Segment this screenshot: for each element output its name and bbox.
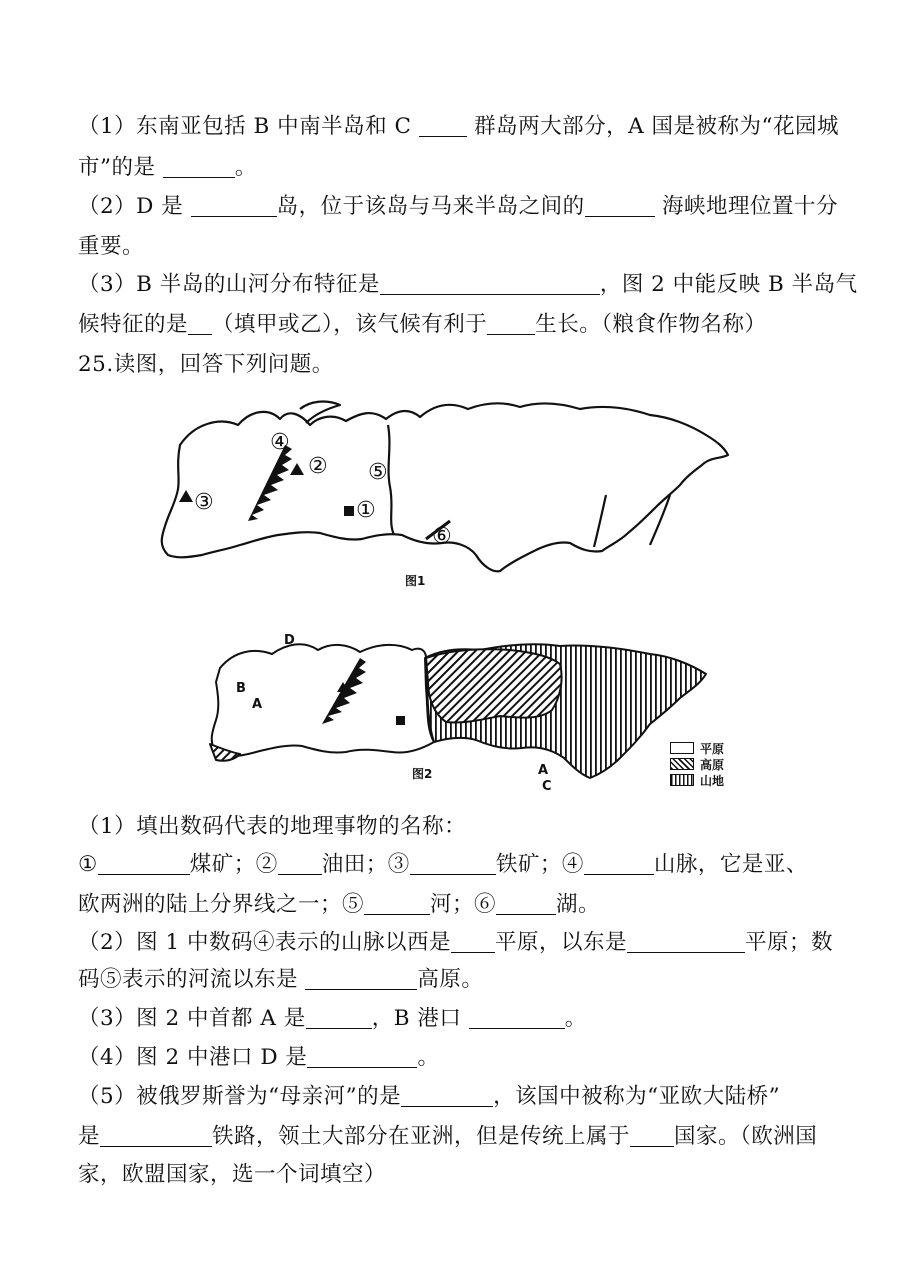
text: ，B 港口: [371, 1006, 462, 1031]
river-5: [388, 425, 394, 535]
text: 岛，位于该岛与马来半岛之间的: [276, 194, 585, 219]
plateau-region: [426, 649, 562, 722]
answer-blank[interactable]: [469, 1006, 565, 1029]
text: 油田；③: [321, 852, 410, 877]
legend-label: 平原: [700, 741, 725, 756]
legend-mountain: [670, 772, 724, 788]
text: 重要。: [78, 234, 145, 259]
text: 湖。: [556, 892, 601, 917]
q-prev-line-2: [78, 153, 257, 183]
answer-blank[interactable]: [627, 930, 745, 953]
text: 。: [564, 1006, 587, 1031]
russia-outline-2: [212, 644, 434, 756]
ural-mountains: [248, 445, 292, 521]
legend-label: 山地: [700, 773, 725, 788]
text: 。: [234, 155, 257, 180]
text: 是: [78, 1124, 101, 1149]
plateau-swatch: [670, 758, 694, 770]
legend-label: 高原: [700, 757, 725, 772]
q25-s5-line-2: [78, 1122, 817, 1152]
answer-blank[interactable]: [188, 312, 212, 335]
text: （4）图 2 中港口 D 是: [78, 1045, 308, 1070]
sakhalin: [594, 495, 606, 547]
text: ，该国中被称为“亚欧大陆桥”: [493, 1084, 781, 1109]
legend-plateau: [670, 756, 724, 772]
text: ，图 2 中能反映 B 半岛气: [599, 272, 858, 297]
label-3: ③: [194, 490, 214, 515]
answer-blank[interactable]: [487, 312, 535, 335]
label-5: ⑤: [368, 460, 388, 485]
answer-blank[interactable]: [401, 1084, 493, 1107]
text: 平原，以东是: [495, 930, 628, 955]
text: （3）B 半岛的山河分布特征是: [78, 272, 380, 297]
answer-blank[interactable]: [451, 930, 495, 953]
label-6: ⑥: [432, 524, 452, 549]
answer-blank[interactable]: [364, 892, 430, 915]
text: 家，欧盟国家，选一个词填空）: [78, 1162, 387, 1187]
q25-s5-line-3: [78, 1160, 386, 1190]
text: 生长。（粮食作物名称）: [535, 312, 767, 337]
text: 群岛两大部分，A 国是被称为“花园城: [474, 114, 839, 139]
q25-s1-line-2: [78, 850, 808, 880]
text: 国家。（欧洲国: [674, 1124, 818, 1149]
text: 平原；数: [745, 930, 834, 955]
text: 候特征的是: [78, 312, 189, 337]
text: 海峡地理位置十分: [661, 194, 838, 219]
answer-blank[interactable]: [306, 1006, 372, 1029]
caucasus-hatch: [210, 744, 240, 761]
letter-C: C: [542, 779, 552, 793]
answer-blank[interactable]: [585, 194, 655, 217]
oil-symbol: [290, 463, 304, 475]
text: 25.读图，回答下列问题。: [78, 352, 334, 377]
q25-s4: [78, 1043, 439, 1073]
letter-A-south: A: [538, 763, 549, 778]
coal-symbol-2: [396, 716, 405, 725]
text: （5）被俄罗斯誉为“母亲河”的是: [78, 1084, 402, 1109]
mountain-swatch: [670, 774, 694, 786]
figure-2-map: [200, 628, 750, 793]
label-1: ①: [356, 498, 376, 523]
q25-title: [78, 350, 334, 380]
answer-blank[interactable]: [278, 852, 322, 875]
text: 码⑤表示的河流以东是: [78, 967, 299, 992]
text: （2）图 1 中数码④表示的山脉以西是: [78, 930, 452, 955]
q-prev-line-5: [78, 270, 858, 300]
answer-blank[interactable]: [419, 114, 467, 137]
letter-B: B: [236, 681, 246, 696]
answer-blank[interactable]: [410, 852, 496, 875]
coal-symbol: [344, 506, 354, 516]
text: 市”的是: [78, 155, 156, 180]
text: （1）填出数码代表的地理事物的名称：: [78, 814, 467, 839]
text: 铁路，领土大部分在亚洲，但是传统上属于: [212, 1124, 631, 1149]
q-prev-line-3: [78, 192, 838, 222]
answer-blank[interactable]: [380, 272, 600, 295]
text: ①: [78, 852, 98, 877]
answer-blank[interactable]: [307, 1045, 417, 1068]
letter-D: D: [284, 633, 295, 648]
q-prev-line-4: [78, 232, 144, 262]
text: （2）D 是: [78, 194, 184, 219]
label-2: ②: [308, 454, 328, 479]
legend-plain: [670, 740, 724, 756]
answer-blank[interactable]: [584, 852, 654, 875]
text: （3）图 2 中首都 A 是: [78, 1006, 306, 1031]
q25-s2-line-2: [78, 965, 483, 995]
figure-2-caption: 图2: [412, 767, 433, 781]
answer-blank[interactable]: [305, 967, 417, 990]
answer-blank[interactable]: [163, 155, 235, 178]
q25-s2-line-1: [78, 928, 833, 958]
text: （填甲或乙），该气候有利于: [212, 312, 488, 337]
text: 河；⑥: [430, 892, 497, 917]
answer-blank[interactable]: [630, 1124, 674, 1147]
q25-s1-line-1: [78, 812, 466, 842]
text: 铁矿；④: [495, 852, 584, 877]
letter-A-capital: A: [252, 697, 263, 712]
answer-blank[interactable]: [98, 852, 190, 875]
q25-s1-line-3: [78, 890, 600, 920]
q-prev-line-6: [78, 310, 767, 340]
text: 欧两洲的陆上分界线之一；⑤: [78, 892, 365, 917]
q-prev-line-1: [78, 112, 839, 142]
text: 山脉，它是亚、: [653, 852, 808, 877]
label-4: ④: [270, 430, 290, 455]
q25-s3: [78, 1004, 587, 1034]
q25-s5-line-1: [78, 1082, 780, 1112]
plain-swatch: [670, 742, 694, 754]
legend: [670, 740, 724, 788]
figure-1-map: [150, 395, 750, 595]
text: 高原。: [417, 967, 484, 992]
answer-blank[interactable]: [100, 1124, 212, 1147]
iron-symbol: [179, 490, 193, 502]
answer-blank[interactable]: [191, 194, 277, 217]
text: 煤矿；②: [189, 852, 278, 877]
answer-blank[interactable]: [496, 892, 556, 915]
figure-1-caption: 图1: [405, 574, 426, 588]
text: （1）东南亚包括 B 中南半岛和 C: [78, 114, 412, 139]
text: 。: [417, 1045, 440, 1070]
